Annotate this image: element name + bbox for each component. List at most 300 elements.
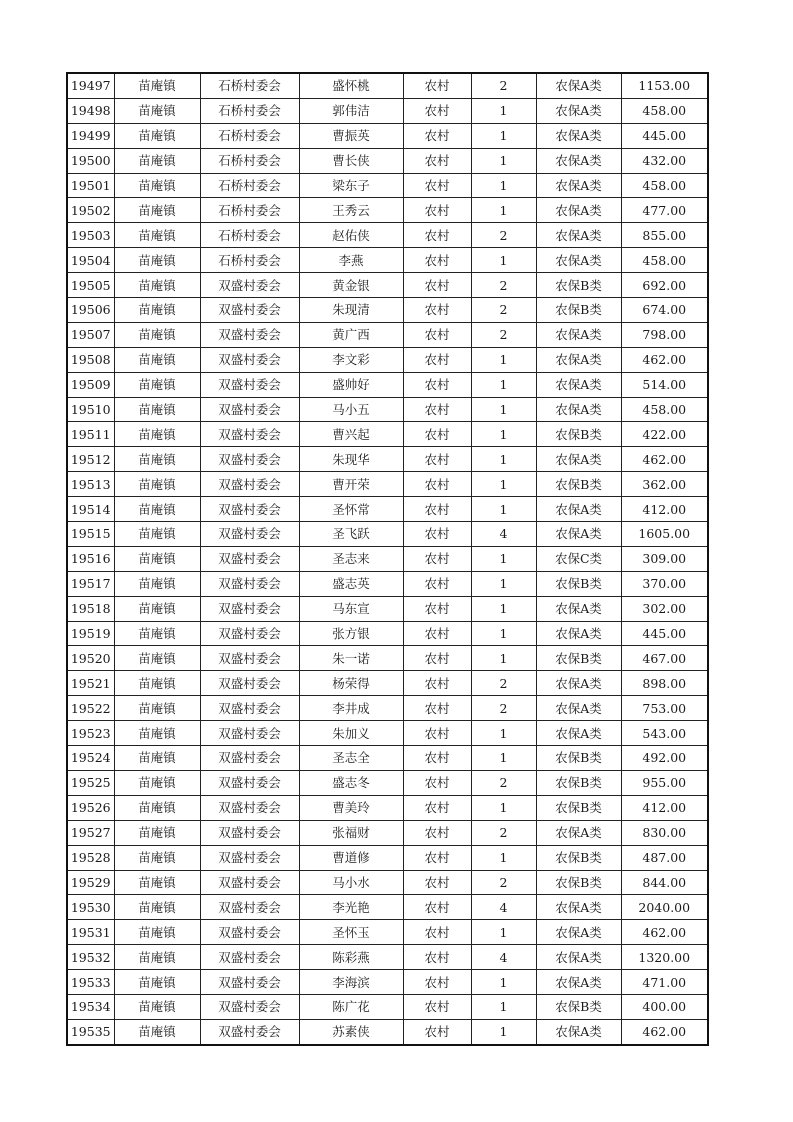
cell-name: 朱一诺 xyxy=(299,646,403,671)
cell-amount: 458.00 xyxy=(621,98,708,123)
cell-town: 苗庵镇 xyxy=(114,372,200,397)
cell-amount: 753.00 xyxy=(621,696,708,721)
cell-town: 苗庵镇 xyxy=(114,248,200,273)
cell-name: 苏素侠 xyxy=(299,1019,403,1044)
cell-record-id: 19523 xyxy=(67,721,114,746)
cell-category: 农保B类 xyxy=(536,646,621,671)
cell-person-count: 1 xyxy=(471,472,536,497)
cell-record-id: 19499 xyxy=(67,123,114,148)
cell-person-count: 2 xyxy=(471,223,536,248)
cell-name: 盛志英 xyxy=(299,571,403,596)
cell-record-id: 19519 xyxy=(67,621,114,646)
cell-town: 苗庵镇 xyxy=(114,472,200,497)
cell-person-count: 1 xyxy=(471,845,536,870)
cell-category: 农保B类 xyxy=(536,845,621,870)
cell-category: 农保A类 xyxy=(536,945,621,970)
cell-category: 农保A类 xyxy=(536,148,621,173)
cell-household-type: 农村 xyxy=(403,546,471,571)
table-row xyxy=(67,970,708,995)
cell-name: 朱加义 xyxy=(299,721,403,746)
cell-category: 农保A类 xyxy=(536,970,621,995)
cell-amount: 412.00 xyxy=(621,795,708,820)
cell-name: 圣怀玉 xyxy=(299,920,403,945)
cell-category: 农保B类 xyxy=(536,422,621,447)
cell-household-type: 农村 xyxy=(403,1019,471,1044)
cell-village: 双盛村委会 xyxy=(200,497,299,522)
cell-village: 双盛村委会 xyxy=(200,422,299,447)
cell-household-type: 农村 xyxy=(403,347,471,372)
cell-record-id: 19521 xyxy=(67,671,114,696)
cell-household-type: 农村 xyxy=(403,696,471,721)
cell-person-count: 2 xyxy=(471,73,536,98)
cell-amount: 462.00 xyxy=(621,347,708,372)
cell-person-count: 1 xyxy=(471,347,536,372)
cell-record-id: 19525 xyxy=(67,770,114,795)
cell-name: 曹道修 xyxy=(299,845,403,870)
cell-person-count: 2 xyxy=(471,820,536,845)
cell-village: 石桥村委会 xyxy=(200,123,299,148)
cell-town: 苗庵镇 xyxy=(114,920,200,945)
cell-category: 农保A类 xyxy=(536,372,621,397)
cell-household-type: 农村 xyxy=(403,372,471,397)
cell-record-id: 19532 xyxy=(67,945,114,970)
cell-village: 石桥村委会 xyxy=(200,73,299,98)
cell-amount: 467.00 xyxy=(621,646,708,671)
cell-name: 曹兴起 xyxy=(299,422,403,447)
cell-record-id: 19534 xyxy=(67,994,114,1019)
cell-person-count: 1 xyxy=(471,447,536,472)
cell-name: 李文彩 xyxy=(299,347,403,372)
cell-village: 石桥村委会 xyxy=(200,148,299,173)
cell-name: 朱现清 xyxy=(299,298,403,323)
table-row xyxy=(67,472,708,497)
cell-household-type: 农村 xyxy=(403,671,471,696)
cell-amount: 487.00 xyxy=(621,845,708,870)
cell-category: 农保B类 xyxy=(536,795,621,820)
cell-person-count: 4 xyxy=(471,895,536,920)
table-row xyxy=(67,273,708,298)
cell-town: 苗庵镇 xyxy=(114,123,200,148)
cell-person-count: 1 xyxy=(471,795,536,820)
cell-village: 双盛村委会 xyxy=(200,845,299,870)
cell-record-id: 19529 xyxy=(67,870,114,895)
table-row xyxy=(67,546,708,571)
cell-person-count: 1 xyxy=(471,198,536,223)
cell-amount: 362.00 xyxy=(621,472,708,497)
cell-person-count: 1 xyxy=(471,148,536,173)
cell-category: 农保A类 xyxy=(536,1019,621,1044)
cell-town: 苗庵镇 xyxy=(114,895,200,920)
cell-name: 陈广花 xyxy=(299,994,403,1019)
cell-amount: 798.00 xyxy=(621,322,708,347)
cell-household-type: 农村 xyxy=(403,123,471,148)
cell-town: 苗庵镇 xyxy=(114,397,200,422)
cell-person-count: 2 xyxy=(471,273,536,298)
cell-record-id: 19531 xyxy=(67,920,114,945)
cell-record-id: 19507 xyxy=(67,322,114,347)
cell-household-type: 农村 xyxy=(403,994,471,1019)
table-row xyxy=(67,994,708,1019)
cell-name: 盛怀桃 xyxy=(299,73,403,98)
cell-household-type: 农村 xyxy=(403,447,471,472)
cell-village: 双盛村委会 xyxy=(200,472,299,497)
cell-town: 苗庵镇 xyxy=(114,646,200,671)
cell-town: 苗庵镇 xyxy=(114,596,200,621)
cell-amount: 370.00 xyxy=(621,571,708,596)
cell-record-id: 19514 xyxy=(67,497,114,522)
cell-village: 双盛村委会 xyxy=(200,322,299,347)
cell-name: 曹美玲 xyxy=(299,795,403,820)
cell-record-id: 19530 xyxy=(67,895,114,920)
cell-town: 苗庵镇 xyxy=(114,945,200,970)
cell-household-type: 农村 xyxy=(403,845,471,870)
cell-record-id: 19517 xyxy=(67,571,114,596)
cell-name: 梁东子 xyxy=(299,173,403,198)
cell-category: 农保B类 xyxy=(536,870,621,895)
cell-town: 苗庵镇 xyxy=(114,198,200,223)
table-row xyxy=(67,646,708,671)
cell-category: 农保A类 xyxy=(536,198,621,223)
cell-person-count: 1 xyxy=(471,397,536,422)
cell-town: 苗庵镇 xyxy=(114,322,200,347)
cell-name: 马小水 xyxy=(299,870,403,895)
cell-household-type: 农村 xyxy=(403,73,471,98)
cell-amount: 674.00 xyxy=(621,298,708,323)
table-row xyxy=(67,497,708,522)
cell-category: 农保A类 xyxy=(536,721,621,746)
table-row xyxy=(67,522,708,547)
table-row xyxy=(67,98,708,123)
cell-amount: 400.00 xyxy=(621,994,708,1019)
cell-category: 农保A类 xyxy=(536,522,621,547)
table-row xyxy=(67,746,708,771)
cell-person-count: 2 xyxy=(471,671,536,696)
cell-record-id: 19508 xyxy=(67,347,114,372)
cell-person-count: 1 xyxy=(471,173,536,198)
cell-record-id: 19522 xyxy=(67,696,114,721)
cell-category: 农保A类 xyxy=(536,621,621,646)
cell-household-type: 农村 xyxy=(403,920,471,945)
cell-name: 马东宣 xyxy=(299,596,403,621)
cell-category: 农保A类 xyxy=(536,920,621,945)
cell-amount: 898.00 xyxy=(621,671,708,696)
cell-town: 苗庵镇 xyxy=(114,671,200,696)
cell-town: 苗庵镇 xyxy=(114,148,200,173)
cell-person-count: 1 xyxy=(471,1019,536,1044)
cell-record-id: 19498 xyxy=(67,98,114,123)
cell-town: 苗庵镇 xyxy=(114,721,200,746)
cell-household-type: 农村 xyxy=(403,298,471,323)
cell-category: 农保A类 xyxy=(536,696,621,721)
cell-category: 农保A类 xyxy=(536,596,621,621)
cell-category: 农保A类 xyxy=(536,223,621,248)
cell-village: 双盛村委会 xyxy=(200,970,299,995)
cell-household-type: 农村 xyxy=(403,522,471,547)
cell-record-id: 19533 xyxy=(67,970,114,995)
cell-village: 双盛村委会 xyxy=(200,546,299,571)
cell-village: 双盛村委会 xyxy=(200,721,299,746)
cell-category: 农保A类 xyxy=(536,73,621,98)
table-row xyxy=(67,820,708,845)
cell-name: 朱现华 xyxy=(299,447,403,472)
cell-category: 农保A类 xyxy=(536,820,621,845)
cell-household-type: 农村 xyxy=(403,571,471,596)
cell-person-count: 2 xyxy=(471,322,536,347)
cell-village: 石桥村委会 xyxy=(200,98,299,123)
cell-amount: 432.00 xyxy=(621,148,708,173)
cell-amount: 309.00 xyxy=(621,546,708,571)
table-row xyxy=(67,397,708,422)
cell-household-type: 农村 xyxy=(403,273,471,298)
cell-amount: 471.00 xyxy=(621,970,708,995)
cell-category: 农保A类 xyxy=(536,447,621,472)
cell-village: 双盛村委会 xyxy=(200,397,299,422)
cell-town: 苗庵镇 xyxy=(114,571,200,596)
cell-town: 苗庵镇 xyxy=(114,820,200,845)
cell-category: 农保A类 xyxy=(536,397,621,422)
table-row xyxy=(67,198,708,223)
cell-name: 黄金银 xyxy=(299,273,403,298)
cell-person-count: 4 xyxy=(471,522,536,547)
cell-household-type: 农村 xyxy=(403,770,471,795)
cell-amount: 458.00 xyxy=(621,248,708,273)
cell-category: 农保B类 xyxy=(536,770,621,795)
cell-record-id: 19535 xyxy=(67,1019,114,1044)
cell-name: 陈彩燕 xyxy=(299,945,403,970)
table-row xyxy=(67,123,708,148)
cell-village: 双盛村委会 xyxy=(200,895,299,920)
cell-person-count: 1 xyxy=(471,646,536,671)
cell-town: 苗庵镇 xyxy=(114,497,200,522)
cell-amount: 462.00 xyxy=(621,920,708,945)
cell-town: 苗庵镇 xyxy=(114,696,200,721)
cell-town: 苗庵镇 xyxy=(114,845,200,870)
cell-name: 盛志冬 xyxy=(299,770,403,795)
table-row xyxy=(67,148,708,173)
cell-person-count: 1 xyxy=(471,372,536,397)
cell-name: 李燕 xyxy=(299,248,403,273)
cell-record-id: 19504 xyxy=(67,248,114,273)
table-row xyxy=(67,1019,708,1044)
cell-household-type: 农村 xyxy=(403,945,471,970)
cell-household-type: 农村 xyxy=(403,248,471,273)
cell-category: 农保A类 xyxy=(536,322,621,347)
cell-village: 双盛村委会 xyxy=(200,820,299,845)
cell-town: 苗庵镇 xyxy=(114,522,200,547)
cell-town: 苗庵镇 xyxy=(114,273,200,298)
cell-person-count: 1 xyxy=(471,994,536,1019)
cell-household-type: 农村 xyxy=(403,721,471,746)
cell-record-id: 19513 xyxy=(67,472,114,497)
cell-name: 圣飞跃 xyxy=(299,522,403,547)
cell-village: 双盛村委会 xyxy=(200,770,299,795)
table-row xyxy=(67,696,708,721)
cell-category: 农保A类 xyxy=(536,497,621,522)
cell-person-count: 1 xyxy=(471,721,536,746)
cell-town: 苗庵镇 xyxy=(114,73,200,98)
cell-village: 双盛村委会 xyxy=(200,945,299,970)
cell-name: 圣志全 xyxy=(299,746,403,771)
cell-household-type: 农村 xyxy=(403,870,471,895)
cell-village: 石桥村委会 xyxy=(200,223,299,248)
cell-record-id: 19506 xyxy=(67,298,114,323)
cell-household-type: 农村 xyxy=(403,497,471,522)
cell-village: 双盛村委会 xyxy=(200,1019,299,1044)
cell-village: 双盛村委会 xyxy=(200,795,299,820)
cell-town: 苗庵镇 xyxy=(114,447,200,472)
cell-village: 石桥村委会 xyxy=(200,198,299,223)
cell-category: 农保B类 xyxy=(536,994,621,1019)
table-row xyxy=(67,945,708,970)
cell-person-count: 1 xyxy=(471,546,536,571)
cell-town: 苗庵镇 xyxy=(114,98,200,123)
cell-record-id: 19510 xyxy=(67,397,114,422)
cell-category: 农保A类 xyxy=(536,347,621,372)
cell-town: 苗庵镇 xyxy=(114,870,200,895)
cell-record-id: 19515 xyxy=(67,522,114,547)
table-row xyxy=(67,845,708,870)
table-row xyxy=(67,895,708,920)
cell-person-count: 4 xyxy=(471,945,536,970)
cell-person-count: 1 xyxy=(471,497,536,522)
cell-amount: 462.00 xyxy=(621,447,708,472)
cell-amount: 302.00 xyxy=(621,596,708,621)
cell-person-count: 2 xyxy=(471,298,536,323)
table-row xyxy=(67,721,708,746)
cell-category: 农保A类 xyxy=(536,173,621,198)
table-row xyxy=(67,248,708,273)
table-row xyxy=(67,298,708,323)
cell-name: 圣志来 xyxy=(299,546,403,571)
cell-record-id: 19509 xyxy=(67,372,114,397)
table-row xyxy=(67,571,708,596)
cell-town: 苗庵镇 xyxy=(114,621,200,646)
cell-amount: 692.00 xyxy=(621,273,708,298)
cell-person-count: 1 xyxy=(471,123,536,148)
cell-category: 农保A类 xyxy=(536,98,621,123)
cell-amount: 1153.00 xyxy=(621,73,708,98)
cell-village: 石桥村委会 xyxy=(200,173,299,198)
cell-person-count: 2 xyxy=(471,870,536,895)
table-row xyxy=(67,870,708,895)
cell-person-count: 1 xyxy=(471,970,536,995)
cell-name: 李海滨 xyxy=(299,970,403,995)
table-row xyxy=(67,621,708,646)
cell-village: 双盛村委会 xyxy=(200,447,299,472)
cell-village: 双盛村委会 xyxy=(200,696,299,721)
table-row xyxy=(67,223,708,248)
cell-record-id: 19511 xyxy=(67,422,114,447)
cell-household-type: 农村 xyxy=(403,173,471,198)
cell-name: 李井成 xyxy=(299,696,403,721)
cell-record-id: 19516 xyxy=(67,546,114,571)
cell-person-count: 1 xyxy=(471,920,536,945)
cell-village: 双盛村委会 xyxy=(200,298,299,323)
cell-name: 赵佑侠 xyxy=(299,223,403,248)
cell-name: 盛帅好 xyxy=(299,372,403,397)
table-row xyxy=(67,372,708,397)
cell-village: 双盛村委会 xyxy=(200,347,299,372)
cell-record-id: 19503 xyxy=(67,223,114,248)
cell-person-count: 1 xyxy=(471,98,536,123)
cell-village: 双盛村委会 xyxy=(200,596,299,621)
cell-household-type: 农村 xyxy=(403,795,471,820)
allowance-table xyxy=(66,72,709,1046)
cell-category: 农保C类 xyxy=(536,546,621,571)
cell-town: 苗庵镇 xyxy=(114,746,200,771)
table-row xyxy=(67,422,708,447)
cell-household-type: 农村 xyxy=(403,98,471,123)
cell-amount: 445.00 xyxy=(621,123,708,148)
cell-village: 双盛村委会 xyxy=(200,746,299,771)
cell-town: 苗庵镇 xyxy=(114,173,200,198)
cell-town: 苗庵镇 xyxy=(114,347,200,372)
cell-record-id: 19524 xyxy=(67,746,114,771)
cell-household-type: 农村 xyxy=(403,621,471,646)
cell-amount: 543.00 xyxy=(621,721,708,746)
cell-amount: 445.00 xyxy=(621,621,708,646)
cell-village: 双盛村委会 xyxy=(200,522,299,547)
cell-town: 苗庵镇 xyxy=(114,546,200,571)
cell-name: 黄广西 xyxy=(299,322,403,347)
table-row xyxy=(67,347,708,372)
cell-name: 王秀云 xyxy=(299,198,403,223)
cell-household-type: 农村 xyxy=(403,646,471,671)
cell-person-count: 1 xyxy=(471,621,536,646)
cell-village: 双盛村委会 xyxy=(200,671,299,696)
cell-person-count: 1 xyxy=(471,596,536,621)
table-row xyxy=(67,795,708,820)
cell-amount: 514.00 xyxy=(621,372,708,397)
cell-category: 农保A类 xyxy=(536,248,621,273)
table-row xyxy=(67,73,708,98)
cell-amount: 458.00 xyxy=(621,173,708,198)
cell-town: 苗庵镇 xyxy=(114,422,200,447)
cell-category: 农保A类 xyxy=(536,123,621,148)
cell-person-count: 1 xyxy=(471,746,536,771)
cell-name: 马小五 xyxy=(299,397,403,422)
cell-name: 李光艳 xyxy=(299,895,403,920)
cell-record-id: 19501 xyxy=(67,173,114,198)
cell-record-id: 19502 xyxy=(67,198,114,223)
cell-category: 农保B类 xyxy=(536,746,621,771)
cell-amount: 462.00 xyxy=(621,1019,708,1044)
cell-amount: 422.00 xyxy=(621,422,708,447)
cell-town: 苗庵镇 xyxy=(114,223,200,248)
cell-name: 曹振英 xyxy=(299,123,403,148)
table-row xyxy=(67,770,708,795)
cell-name: 杨荣得 xyxy=(299,671,403,696)
cell-household-type: 农村 xyxy=(403,596,471,621)
cell-person-count: 2 xyxy=(471,696,536,721)
cell-category: 农保B类 xyxy=(536,273,621,298)
cell-category: 农保B类 xyxy=(536,571,621,596)
cell-village: 双盛村委会 xyxy=(200,273,299,298)
cell-person-count: 1 xyxy=(471,422,536,447)
cell-name: 郭伟洁 xyxy=(299,98,403,123)
cell-amount: 477.00 xyxy=(621,198,708,223)
cell-town: 苗庵镇 xyxy=(114,795,200,820)
cell-town: 苗庵镇 xyxy=(114,970,200,995)
cell-record-id: 19518 xyxy=(67,596,114,621)
cell-household-type: 农村 xyxy=(403,895,471,920)
cell-category: 农保A类 xyxy=(536,671,621,696)
cell-village: 双盛村委会 xyxy=(200,994,299,1019)
cell-amount: 2040.00 xyxy=(621,895,708,920)
cell-household-type: 农村 xyxy=(403,198,471,223)
cell-name: 张福财 xyxy=(299,820,403,845)
cell-town: 苗庵镇 xyxy=(114,298,200,323)
